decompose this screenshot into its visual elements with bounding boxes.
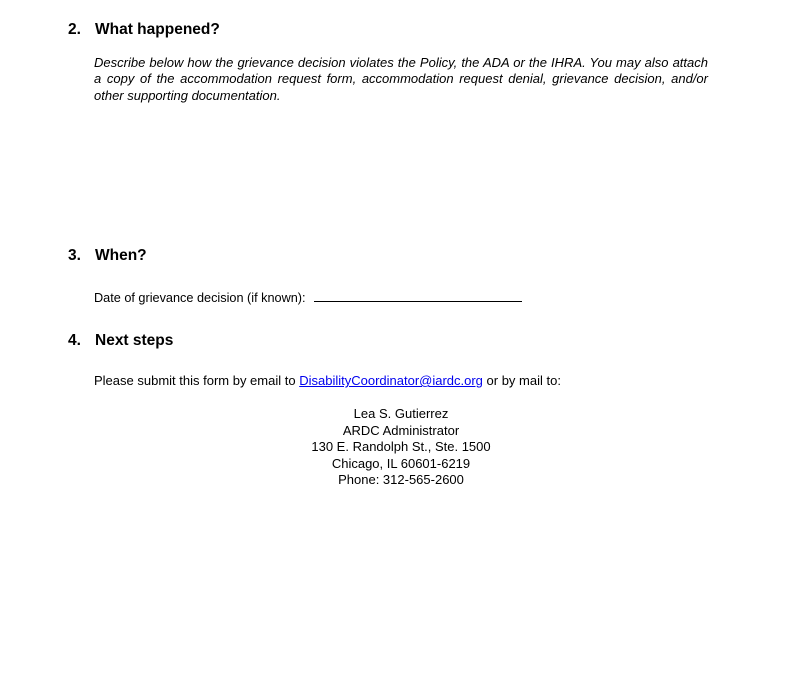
date-of-decision-label: Date of grievance decision (if known): bbox=[94, 291, 306, 305]
submit-prefix-text: Please submit this form by email to bbox=[94, 373, 300, 388]
section-next-steps-heading bbox=[68, 332, 173, 350]
section-number: 2. bbox=[68, 21, 81, 38]
email-link[interactable]: DisabilityCoordinator@iardc.org bbox=[299, 373, 483, 388]
section-title: What happened? bbox=[95, 21, 220, 38]
section-number: 4. bbox=[68, 332, 81, 349]
what-happened-instructions: Describe below how the grievance decision violates the Policy, the ADA or the IHRA. You may also attach a copy of the accommodation request form, accommodation request denial, grievance decision, and/or other supporting documentation. bbox=[94, 55, 708, 103]
address-line-name: Lea S. Gutierrez bbox=[353, 406, 449, 421]
submit-suffix-text: or by mail to: bbox=[482, 373, 561, 388]
address-line-street: 130 E. Randolph St., Ste. 1500 bbox=[311, 439, 491, 455]
section-what-happened-heading bbox=[68, 21, 220, 39]
address-line-title: ARDC Administrator bbox=[342, 422, 460, 438]
what-happened-answer-area[interactable] bbox=[94, 110, 708, 240]
mailing-address-block bbox=[94, 406, 708, 489]
address-line-city: Chicago, IL 60601-6219 bbox=[331, 455, 471, 471]
address-line-phone: Phone: 312-565-2600 bbox=[338, 472, 464, 488]
date-of-decision-row bbox=[94, 288, 522, 306]
section-number: 3. bbox=[68, 247, 81, 264]
section-title: When? bbox=[95, 247, 147, 264]
date-of-decision-blank[interactable] bbox=[314, 288, 522, 302]
submit-instructions bbox=[94, 373, 561, 389]
section-title: Next steps bbox=[95, 332, 174, 349]
section-when-heading bbox=[68, 247, 147, 265]
